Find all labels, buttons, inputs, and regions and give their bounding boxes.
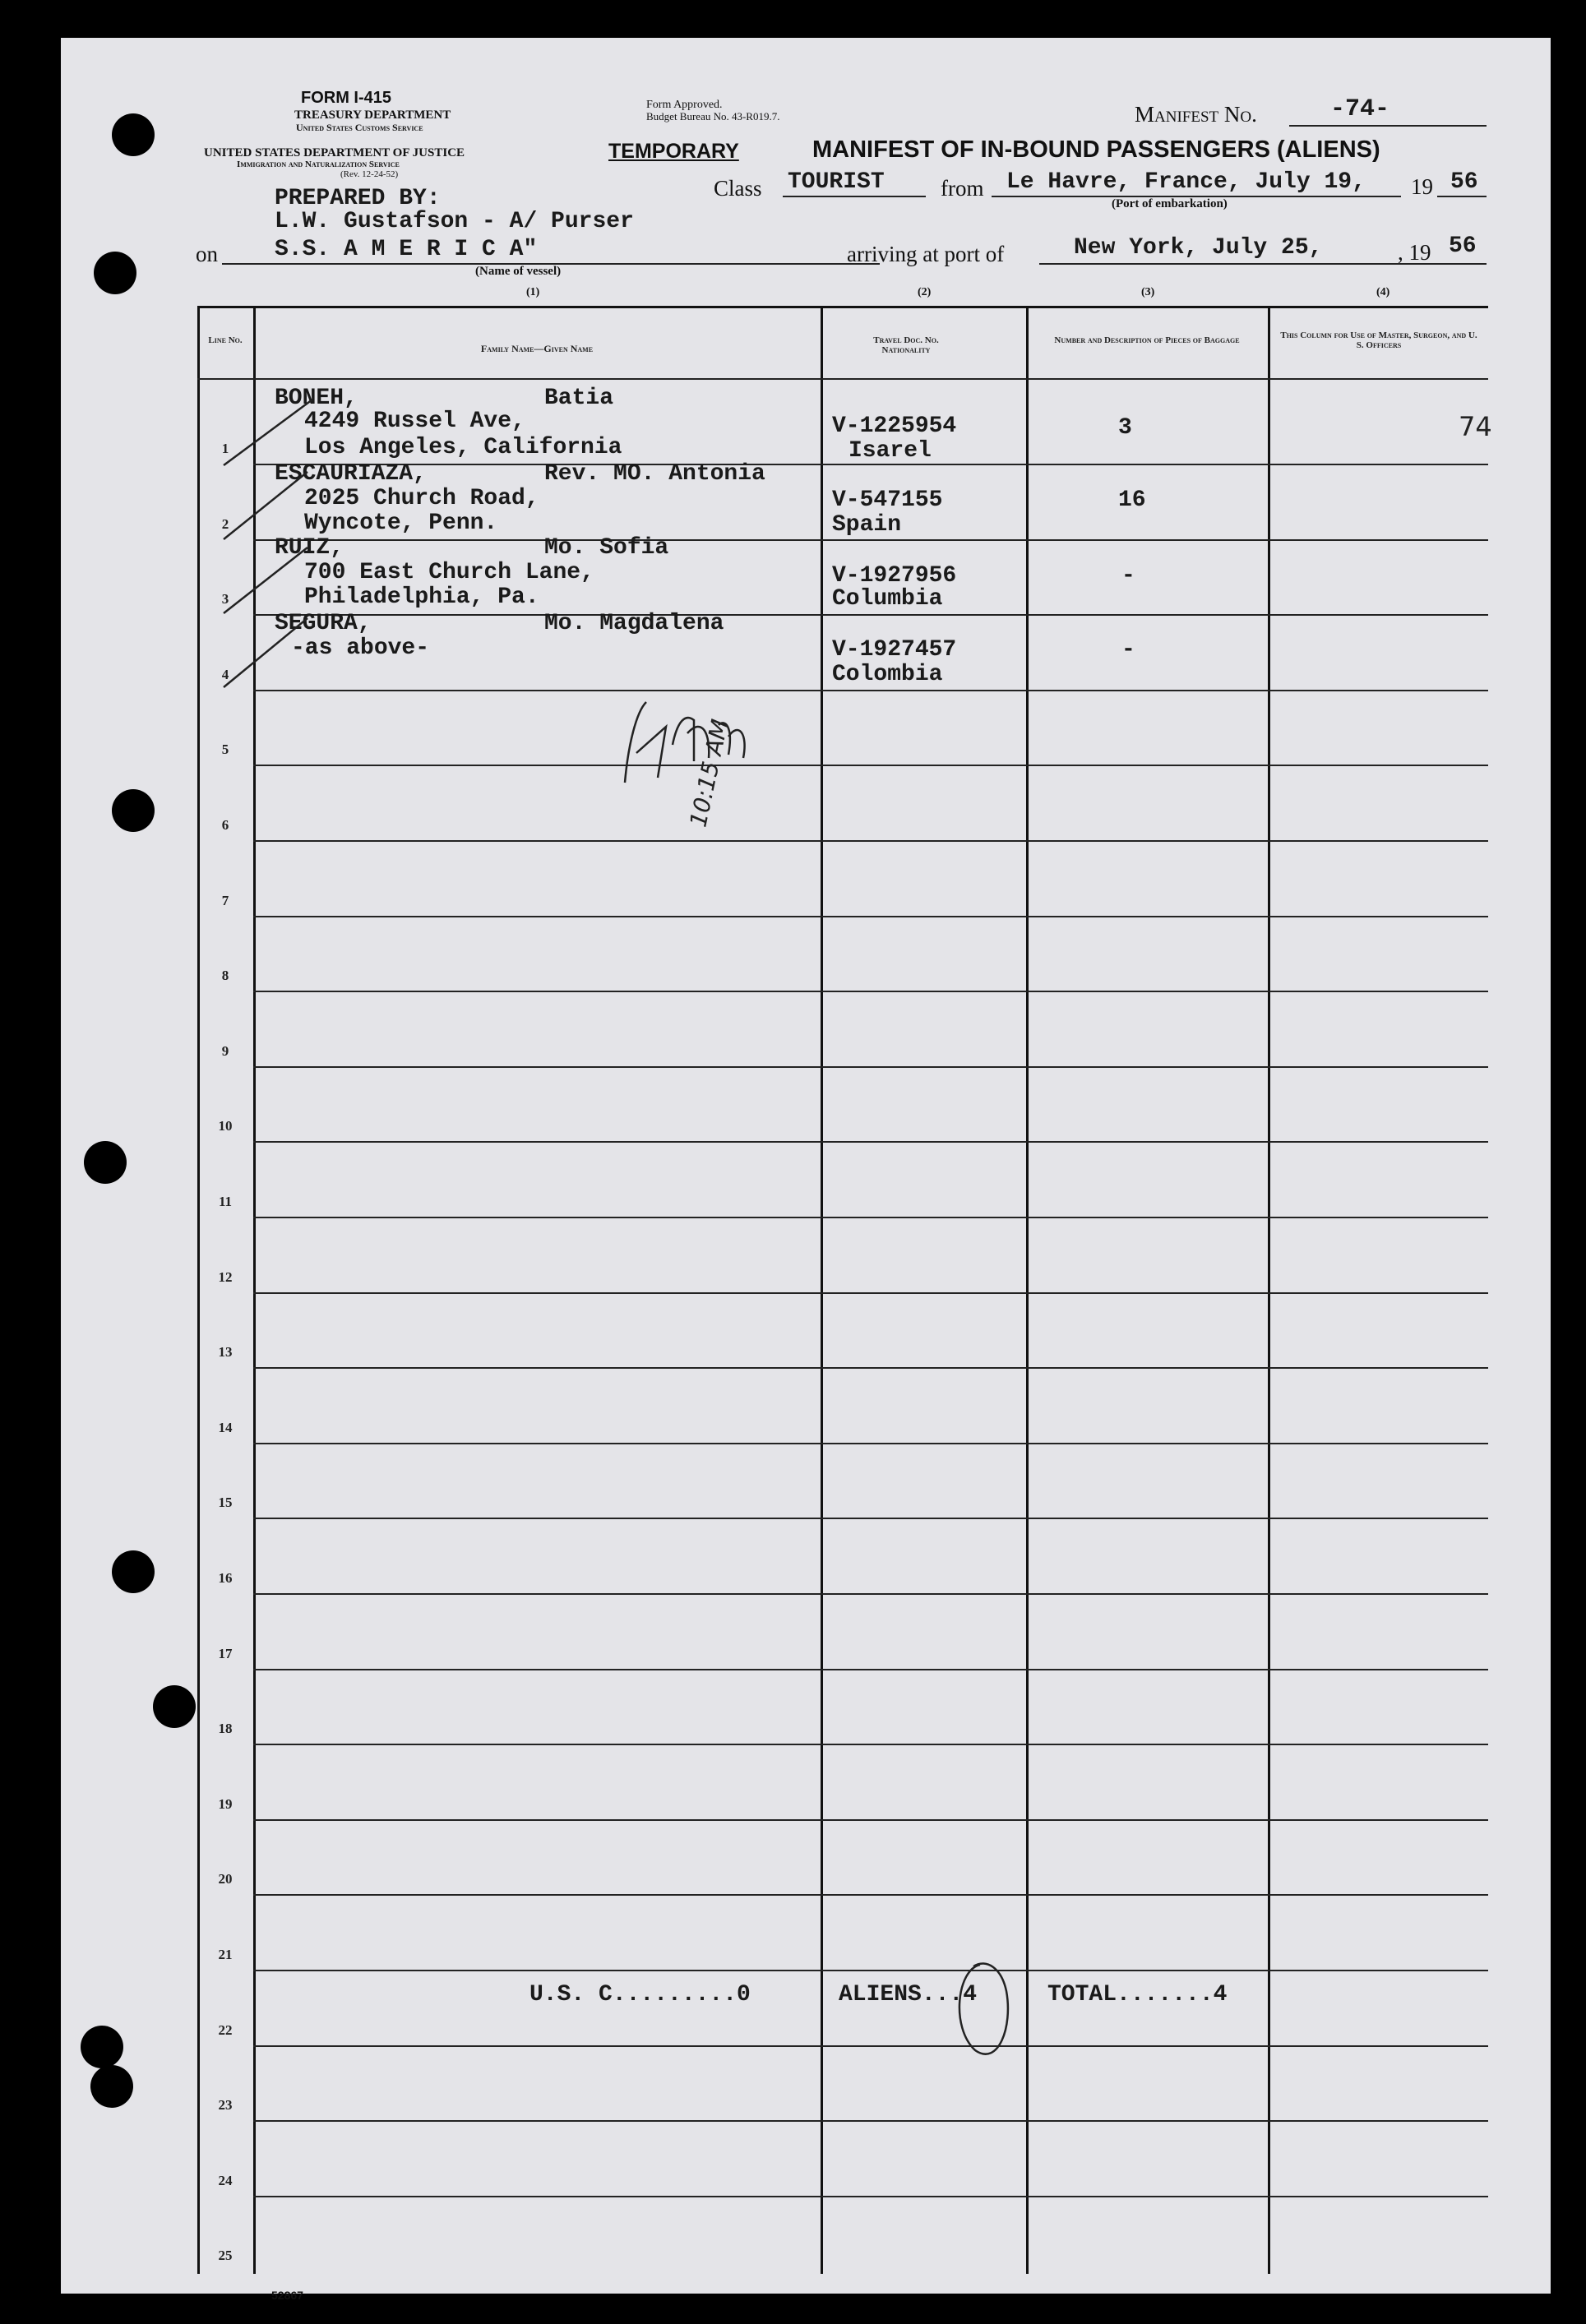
passenger-family-name: BONEH, [275,386,358,411]
manifest-sheet [61,38,1551,2302]
line-number: 12 [218,1269,233,1285]
handwriting-layer [61,38,1551,2294]
ins-service: Immigration and Naturalization Service [237,159,400,169]
year-arrive: 56 [1449,233,1477,259]
passenger-baggage: - [1121,637,1135,663]
class-value: TOURIST [788,169,885,195]
form-code: 52867 [271,2289,303,2302]
line-number: 25 [218,2248,233,2263]
manifest-no: -74- [1330,95,1390,123]
passenger-given-name: Rev. MO. Antonia [544,461,765,487]
col-header-officers: This Column for Use of Master, Surgeon, and U. S. Officers [1280,330,1477,350]
col-header-line: Line No. [208,335,243,345]
passenger-nationality: Colombia [832,662,943,687]
passenger-address-line1: 4249 Russel Ave, [304,409,525,434]
treasury-dept: TREASURY DEPARTMENT [294,109,451,122]
line-number: 6 [221,817,229,833]
passenger-address-line1: -as above- [291,635,430,661]
manifest-title: MANIFEST OF IN-BOUND PASSENGERS (ALIENS) [812,136,1380,163]
col-num-1: (1) [526,286,540,298]
total-aliens: ALIENS...4 [839,1982,978,2008]
line-number: 23 [218,2097,233,2113]
line-number: 22 [218,2022,233,2038]
rev-date: (Rev. 12-24-52) [340,169,399,179]
manifest-no-label: Manifest No. [1135,102,1257,127]
line-number: 24 [218,2173,233,2188]
port-embark-caption: (Port of embarkation) [1112,197,1228,210]
line-number: 10 [218,1118,233,1134]
prepared-by-label: PREPARED BY: [275,186,441,211]
passenger-travel-doc: V-547155 [832,487,943,513]
temporary-label: TEMPORARY [608,140,739,163]
line-number: 4 [221,667,229,682]
passenger-nationality: Columbia [832,586,943,612]
signature-stroke [625,702,694,783]
check-mark [224,548,307,613]
line-number: 5 [221,742,229,757]
passenger-address-line2: Wyncote, Penn. [304,511,498,536]
line-number: 16 [218,1570,233,1586]
line-number: 9 [221,1043,229,1059]
passenger-baggage: 3 [1118,415,1132,441]
line-number: 17 [218,1646,233,1661]
line-number: 11 [218,1194,233,1209]
col-num-2: (2) [918,286,932,298]
line-number: 20 [218,1871,233,1887]
line-number: 13 [218,1344,233,1360]
form-number: FORM I-415 [301,89,392,107]
port-of-embarkation: Le Havre, France, July 19, [1006,169,1366,195]
passenger-baggage: - [1121,563,1135,589]
total-us-citizens: U.S. C.........0 [529,1982,751,2008]
passenger-address-line1: 2025 Church Road, [304,486,539,511]
passenger-address-line1: 700 East Church Lane, [304,560,594,585]
check-mark [224,472,307,539]
col-header-name: Family Name—Given Name [480,343,594,354]
passenger-travel-doc: V-1927457 [832,637,957,663]
arriving-label: arriving at port of [847,242,1005,266]
year-prefix-arrive: , 19 [1398,240,1431,265]
col-header-travel-doc: Travel Doc. No. Nationality [873,335,939,355]
line-number: 8 [221,968,229,983]
class-label: Class [714,176,762,201]
handwritten-time: 10:15 AM [684,717,734,829]
check-mark [224,400,312,465]
passenger-given-name: Batia [544,386,614,411]
line-number: 15 [218,1495,233,1510]
line-number: 18 [218,1721,233,1736]
vessel-caption: (Name of vessel) [475,265,562,278]
passenger-nationality: Isarel [848,438,932,464]
passenger-given-name: Mo. Sofia [544,535,669,561]
passenger-address-line2: Philadelphia, Pa. [304,584,539,610]
passenger-travel-doc: V-1225954 [832,414,957,439]
form-approved: Form Approved. [646,99,723,111]
line-number: 14 [218,1420,233,1435]
circle-mark [959,1964,1008,2054]
passenger-given-name: Mo. Magdalena [544,611,724,636]
passenger-travel-doc: V-1927956 [832,563,957,589]
port-of-arrival: New York, July 25, [1074,235,1323,261]
vessel-name: S.S. A M E R I C A" [275,237,538,262]
passenger-address-line2: Los Angeles, California [304,435,622,460]
line-number: 7 [221,893,229,908]
customs-service: United States Customs Service [296,122,423,133]
on-label: on [196,242,218,266]
check-mark [224,618,307,687]
col-header-baggage: Number and Description of Pieces of Baggage [1054,335,1240,345]
passenger-nationality: Spain [832,512,902,538]
from-label: from [941,176,984,201]
justice-dept: UNITED STATES DEPARTMENT OF JUSTICE [204,146,465,159]
passenger-family-name: ESCAURIAZA, [275,461,427,487]
line-number: 19 [218,1796,233,1812]
prepared-by-name: L.W. Gustafson - A/ Purser [275,209,634,234]
col-num-3: (3) [1141,286,1155,298]
line-number: 3 [221,591,229,607]
officer-note: 74 [1459,411,1492,442]
year-prefix-from: 19 [1411,174,1433,199]
line-number: 2 [221,516,229,532]
line-number: 21 [218,1947,233,1962]
passenger-family-name: RUIZ, [275,535,344,561]
line-number: 1 [221,441,229,456]
total-passengers: TOTAL.......4 [1047,1982,1228,2008]
budget-bureau: Budget Bureau No. 43-R019.7. [646,110,780,122]
col-num-4: (4) [1376,286,1390,298]
passenger-family-name: SEGURA, [275,611,372,636]
year-from: 56 [1450,169,1478,195]
passenger-baggage: 16 [1118,487,1146,513]
